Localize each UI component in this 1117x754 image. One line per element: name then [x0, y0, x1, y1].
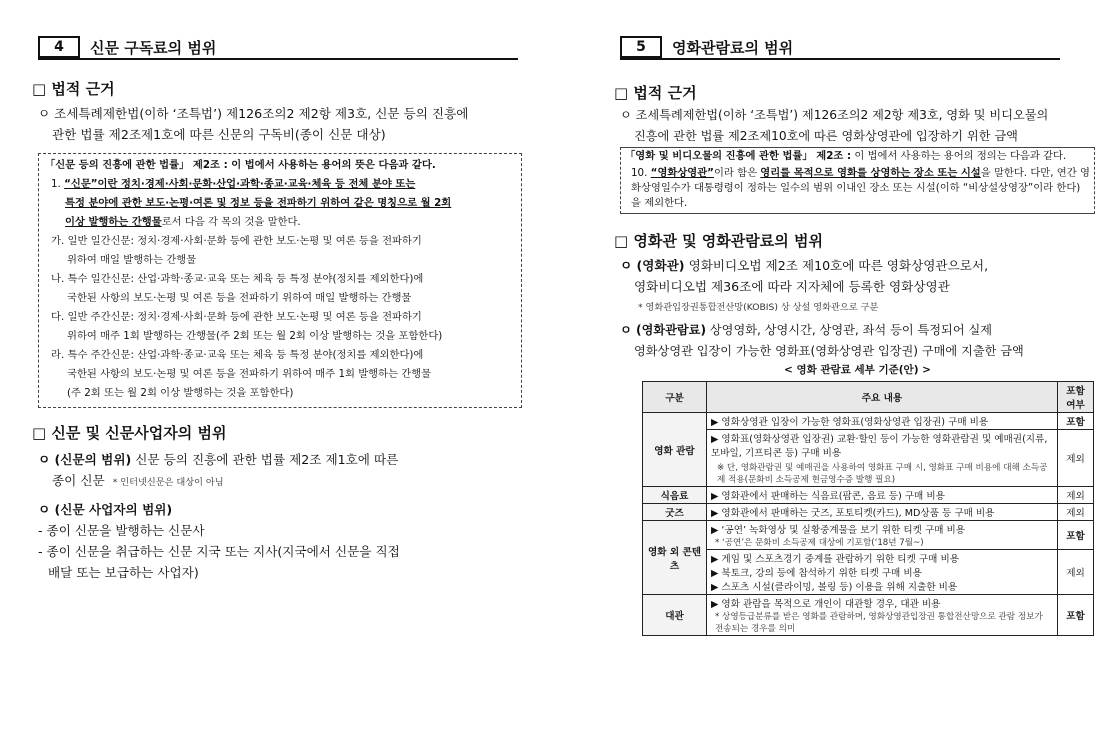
publisher-scope-dash-3: 배달 또는 보급하는 사업자): [48, 565, 199, 580]
row-content: ▶ 영화표(영화상영관 입장권) 교환·할인 등이 가능한 영화관람권 및 예매권(지류, 모바일, 기프티콘 등) 구매 비용 ※ 단, 영화관람권 및 예매권을 사용하여 영화표 구매 시, 영화표 구매 비용에 대해 소득공제 적용(문화비 소득공제 현금영수증 발행 필요): [707, 430, 1058, 487]
row-category-rental: 대관: [643, 595, 707, 636]
row-included: 제외: [1058, 487, 1094, 504]
cinema-scope-line-2: 영화비디오법 제36조에 따라 지자체에 등록한 영화상영관: [634, 279, 950, 294]
row-content: ▶ ‘공연’ 녹화영상 및 실황중계물을 보기 위한 티켓 구매 비용 * ‘공연’은 문화비 소득공제 대상에 기포함(‘18년 7월~): [707, 521, 1058, 550]
table-row: [643, 413, 1094, 430]
row-included: 제외: [1058, 550, 1094, 595]
legal-basis-heading: □ 법적 근거: [32, 80, 115, 98]
section-header-5: [620, 36, 1060, 60]
row-content: ▶ 영화관에서 판매하는 식음료(팝콘, 음료 등) 구매 비용: [707, 487, 1058, 504]
publisher-scope-dash-1: - 종이 신문을 발행하는 신문사: [38, 523, 205, 538]
row-content: ▶ 영화 관람을 목적으로 개인이 대관할 경우, 대관 비용 * 상영등급분류를 받은 영화를 관람하며, 영화상영관입장권 통합전산망으로 관람 정보가 전송되는 경우를 의미: [707, 595, 1058, 636]
table-row: [643, 487, 1094, 504]
section-number: 4: [38, 36, 80, 58]
row-included: 포함: [1058, 595, 1094, 636]
law-item-1-line-3: 이상 발행하는 간행물로서 다음 각 목의 것을 말한다.: [65, 216, 301, 228]
row-included: 제외: [1058, 504, 1094, 521]
newspaper-scope-line-2: 종이 신문 * 인터넷신문은 대상이 아님: [52, 473, 224, 488]
law-item-10: 10. “영화상영관”이라 함은 영리를 목적으로 영화를 상영하는 장소 또는 시설을 말한다. 다만, 연간 영화상영일수가 대통령령이 정하는 일수의 범위 이내인 장소 또는 시설(이하 “비상설상영장”이라 한다)을 제외한다.: [631, 167, 1090, 209]
law-item-ra: 라. 특수 주간신문: 산업·과학·종교·교육 또는 체육 등 특정 분야(정치를 제외한다)에: [51, 349, 424, 361]
legal-basis-line-2: 진흥에 관한 법률 제2조제10호에 따른 영화상영관에 입장하기 위한 금액: [634, 129, 1018, 143]
row-content: ▶ 영화상영관 입장이 가능한 영화표(영화상영관 입장권) 구매 비용: [707, 413, 1058, 430]
newspaper-scope-item: ㅇ (신문의 범위) 신문 등의 진흥에 관한 법률 제2조 제1호에 따른: [38, 452, 399, 467]
law-excerpt-title: 「신문 등의 진흥에 관한 법률」 제2조 : 이 법에서 사용하는 용어의 뜻은 다음과 같다.: [45, 159, 436, 171]
law-item-na-2: 국한된 사항의 보도·논평 및 여론 등을 전파하기 위하여 매일 발행하는 간행물: [67, 292, 412, 304]
legal-basis-line-1: ㅇ 조세특례제한법(이하 ‘조특법’) 제126조의2 제2항 제3호, 신문 등의 진흥에: [38, 106, 469, 121]
section-title: 영화관람료의 범위: [672, 38, 794, 57]
law-excerpt-box: [620, 147, 1095, 214]
law-item-ga-2: 위하여 매일 발행하는 간행물: [67, 254, 197, 266]
ticket-scope-item: ㅇ (영화관람료) 상영영화, 상영시간, 상영관, 좌석 등이 특정되어 실제: [620, 323, 993, 337]
row-content: ▶ 영화관에서 판매하는 굿즈, 포토티켓(카드), MD상품 등 구매 비용: [707, 504, 1058, 521]
kobis-note: * 영화관입장권통합전산망(KOBIS) 상 상설 영화관으로 구분: [638, 302, 879, 313]
cinema-scope-item: ㅇ (영화관) 영화비디오법 제2조 제10호에 따른 영화상영관으로서,: [620, 258, 989, 273]
section-title: 신문 구독료의 범위: [90, 38, 217, 57]
law-item-1: 1. “신문”이란 정치·경제·사회·문화·산업·과학·종교·교육·체육 등 전체 분야 또는: [51, 178, 416, 190]
header-included: 포함 여부: [1058, 382, 1094, 413]
section-header-4: [38, 36, 518, 60]
row-included: 포함: [1058, 521, 1094, 550]
law-item-da: 다. 일반 주간신문: 정치·경제·사회·문화 등에 관한 보도·논평 및 여론 등을 전파하기: [51, 311, 422, 323]
row-included: 포함: [1058, 413, 1094, 430]
table-row: [643, 430, 1094, 487]
law-item-ra-3: (주 2회 또는 월 2회 이상 발행하는 것을 포함한다): [67, 387, 294, 399]
table-caption: < 영화 관람료 세부 기준(안) >: [784, 364, 931, 376]
row-category-film: 영화 관람: [643, 413, 707, 487]
row-category-goods: 굿즈: [643, 504, 707, 521]
cinema-scope-heading: □ 영화관 및 영화관람료의 범위: [614, 232, 823, 250]
ticket-scope-line-2: 영화상영관 입장이 가능한 영화표(영화상영관 입장권) 구매에 지출한 금액: [634, 344, 1024, 358]
table-header-row: [643, 382, 1094, 413]
section-number: 5: [620, 36, 662, 58]
law-item-ra-2: 국한된 사항의 보도·논평 및 여론 등을 전파하기 위하여 매주 1회 발행하는 간행물: [67, 368, 432, 380]
internet-news-note: * 인터넷신문은 대상이 아님: [112, 477, 224, 488]
law-excerpt-title: 「영화 및 비디오물의 진흥에 관한 법률」 제2조 : 이 법에서 사용하는 용어의 정의는 다음과 같다.: [625, 150, 1067, 162]
table-row: [643, 595, 1094, 636]
legal-basis-line-2: 관한 법률 제2조제1호에 따른 신문의 구독비(종이 신문 대상): [52, 127, 386, 142]
header-content: 주요 내용: [707, 382, 1058, 413]
row-category-food: 식음료: [643, 487, 707, 504]
left-column: [32, 0, 518, 583]
row-category-non-film: 영화 외 콘텐츠: [643, 521, 707, 595]
publisher-scope-dash-2: - 종이 신문을 취급하는 신문 지국 또는 지사(지국에서 신문을 직접: [38, 544, 400, 559]
table-row: [643, 504, 1094, 521]
law-item-na: 나. 특수 일간신문: 산업·과학·종교·교육 또는 체육 등 특정 분야(정치를 제외한다)에: [51, 273, 424, 285]
newspaper-scope-heading: □ 신문 및 신문사업자의 범위: [32, 424, 227, 442]
publisher-scope-item: ㅇ (신문 사업자의 범위): [38, 502, 173, 517]
law-excerpt-box: [38, 153, 522, 408]
law-item-ga: 가. 일반 일간신문: 정치·경제·사회·문화 등에 관한 보도·논평 및 여론 등을 전파하기: [51, 235, 422, 247]
legal-basis-line-1: ㅇ 조세특례제한법(이하 ‘조특법’) 제126조의2 제2항 제3호, 영화 및 비디오물의: [620, 108, 1049, 122]
law-item-da-2: 위하여 매주 1회 발행하는 간행물(주 2회 또는 월 2회 이상 발행하는 것을 포함한다): [67, 330, 443, 342]
law-item-1-line-2: 특정 분야에 관한 보도·논평·여론 및 정보 등을 전파하기 위하여 같은 명칭으로 월 2회: [65, 197, 452, 209]
row-included: 제외: [1058, 430, 1094, 487]
table-row: [643, 550, 1094, 595]
table-row: [643, 521, 1094, 550]
right-column: [614, 0, 1095, 636]
legal-basis-heading: □ 법적 근거: [614, 84, 697, 102]
row-content: ▶ 게임 및 스포츠경기 중계를 관람하기 위한 티켓 구매 비용 ▶ 북토크, 강의 등에 참석하기 위한 티켓 구매 비용 ▶ 스포츠 시설(클라이밍, 볼링 등) 이용을 위해 지출한 비용: [707, 550, 1058, 595]
ticket-criteria-table: [642, 381, 1094, 636]
header-category: 구분: [643, 382, 707, 413]
